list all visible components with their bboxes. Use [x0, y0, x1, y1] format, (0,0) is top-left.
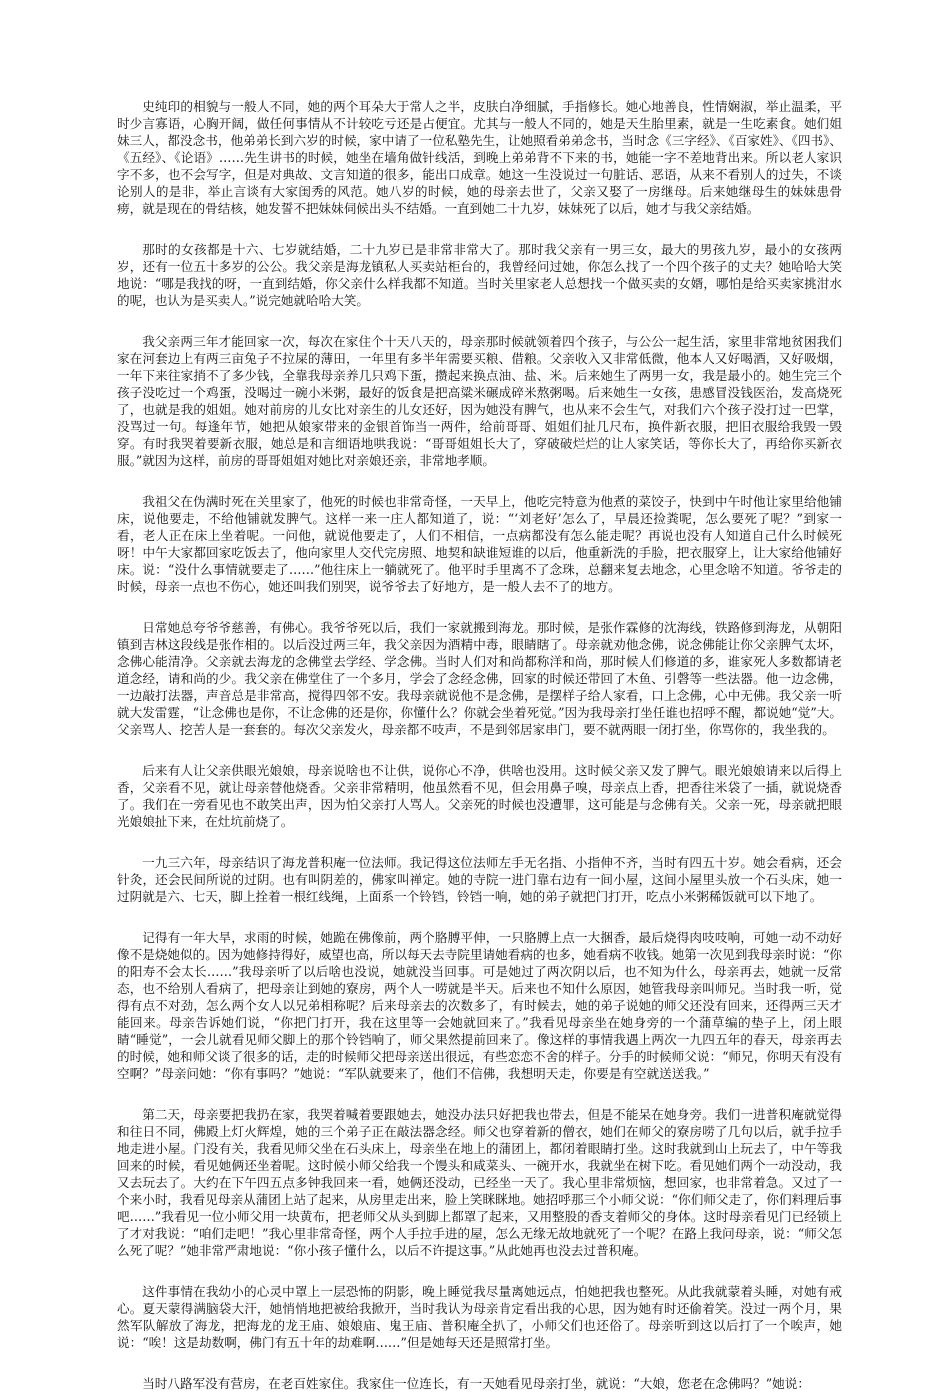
- paragraph-5: 日常她总夸爷爷慈善，有佛心。我爷爷死以后，我们一家就搬到海龙。那时候，是张作霖修的沈海线，铁路修到海龙，从朝阳镇到吉林这段线是张作相的。以后没过两三年，我父亲因为酒精中毒，眼睛瞎了。母亲就劝他念佛，说念佛能让你父亲脾气太坏，念佛心能清净。父亲就去海龙的念佛堂去学经、学念佛。当时人们对和尚都称洋和尚，那时候人们修道的多，谁家死人多数都请老道念经，请和尚的少。我父亲在佛堂住了一个多月，学会了念经念佛，回家的时候还带回了木鱼、引磬等一些法器。他一边念佛，一边敲打法器，声音总是非常高，搅得四邻不安。我母亲就说他不是念佛，是摆样子给人家看，口上念佛，心中无佛。我父亲一听就大发雷霆，“让念佛也是你，不让念佛的还是你，你懂什么？你就会坐着死觉。”因为我母亲打坐任谁也招呼不醒，都说她“觉”大。父亲骂人、挖苦人是一套套的。每次父亲发火，母亲都不吱声，不是到邻居家串门，要不就两眼一闭打坐，你骂你的，我坐我的。: [117, 620, 842, 737]
- paragraph-1: 史纯印的相貌与一般人不同，她的两个耳朵大于常人之半，皮肤白净细腻，手指修长。她心地善良，性情娴淑，举止温柔，平时少言寡语，心胸开阔，做任何事情从不计较吃亏还是占便宜。尤其与一般人不同的，她是天生胎里素，就是一生吃素食。她们姐妹三人，都没念书，他弟弟长到六岁的时候，家中请了一位私塾先生，让她照看弟弟念书，当时念《三字经》、《百家姓》、《四书》、《五经》、《论语》……先生讲书的时候，她坐在墙角做针线活，到晚上弟弟背不下来的书，她能一字不差地背出来。所以老人家识字不多，也不会写字，但是对典故、文言知道的很多，能出口成章。她这一生没说过一句脏话、恶语，从来不看别人的过失，不谈论别人的是非，举止言谈有大家闺秀的风范。她八岁的时候，她的母亲去世了，父亲又娶了一房继母。后来她继母生的妹妹患骨痨，就是现在的骨结核，她发誓不把妹妹伺候出头不结婚。一直到她二十九岁，妹妹死了以后，她才与我父亲结婚。: [117, 99, 842, 216]
- paragraph-6: 后来有人让父亲供眼光娘娘，母亲说啥也不让供，说你心不净，供啥也没用。这时候父亲又发了脾气。眼光娘娘请来以后得上香，父亲看不见，就让母亲替他烧香。父亲非常精明，他虽然看不见，但会用鼻子嗅，母亲点上香，把香往米袋了一插，就说烧香了。我们在一旁看见也不敢笑出声，因为怕父亲打人骂人。父亲死的时候也没遭罪，这可能是与念佛有关。父亲一死，母亲就把眼光娘娘扯下来，在灶坑前烧了。: [117, 763, 842, 829]
- paragraph-9: 第二天，母亲要把我扔在家，我哭着喊着要跟她去，她没办法只好把我也带去，但是不能呆在她身旁。我们一进普积庵就觉得和往日不同，佛殿上灯火辉煌，她的三个弟子正在敲法器念经。师父也穿着新的僧衣，她们在师父的寮房唠了几句以后，就手拉手地走进小屋。门没有关，我看见师父坐在石头床上，母亲坐在地上的蒲团上，都闭着眼睛打坐。这时我就到山上玩去了，中午等我回来的时候，看见她俩还坐着呢。这时候小师父给我一个馒头和咸菜头、一碗开水，我就坐在树下吃。看见她们两个一动没动，我又去玩去了。大约在下午四五点多钟我回来一看，她俩还没动，已经坐一天了。我心里非常烦恼，想回家，也非常着急。又过了一个来小时，我看见母亲从蒲团上站了起来，从房里走出来，脸上笑眯眯地。她招呼那三个小师父说：“你们师父走了，你们料理后事吧……”我看见一位小师父用一块黄布，把老师父从头到脚上都罩了起来，又用整股的香支着师父的身体。这时母亲看见门已经锁上了才对我说：“咱们走吧！”我心里非常奇怪，两个人手拉手进的屋，怎么无缘无故地就死了一个呢？在路上我问母亲，说：“师父怎么死了呢？”她非常严肃地说：“你小孩子懂什么，以后不许提这事。”从此她再也没去过普积庵。: [117, 1107, 842, 1258]
- paragraph-4: 我祖父在伪满时死在关里家了，他死的时候也非常奇怪，一天早上，他吃完特意为他煮的菜饺子，快到中午时他让家里给他铺床，说他要走，不给他铺就发脾气。这样一来一庄人都知道了，说：“‘刘老好’怎么了，早晨还捡粪呢，怎么要死了呢？”到家一看，老人正在床上坐着呢。一问他，就说他要走了，人们不相信，一点病都没有怎么能走呢？再说也没有人知道自己什么时候死呀！中午大家都回家吃饭去了，他向家里人交代完房照、地契和缺谁短谁的以后，他重新洗的手脸，把衣服穿上，让大家给他铺好床。说：“没什么事情就要走了……”他往床上一躺就死了。他平时手里离不了念珠，总翻来复去地念，心里念啥不知道。爷爷走的时候，母亲一点也不伤心，她还叫我们别哭，说爷爷去了好地方，是一般人去不了的地方。: [117, 494, 842, 594]
- paragraph-11: 当时八路军没有营房，在老百姓家住。我家住一位连长，有一天她看见母亲打坐，就说：“大娘，您老在念佛吗？”她说：: [142, 1376, 810, 1391]
- paragraph-7: 一九三六年，母亲结识了海龙普积庵一位法师。我记得这位法师左手无名指、小指伸不齐，当时有四五十岁。她会看病，还会针灸，还会民间所说的过阴。也有叫阴差的，佛家叫禅定。她的寺院一进门靠右边有一间小屋，这间小屋里头放一个石头床，她一过阴就是六、七天，脚上拴着一根红线绳，上面系一个铃铛，铃铛一响，她的弟子就把门打开，吃点小米粥稀饭就可以下地了。: [117, 855, 842, 904]
- paragraph-3: 我父亲两三年才能回家一次，每次在家住个十天八天的，母亲那时候就领着四个孩子，与公公一起生活，家里非常地贫困我们家在河套边上有两三亩兔子不拉屎的薄田，一年里有多半年需要买粮、借粮。父亲收入又非常低微，他本人又好喝酒，又好吸烟，一年下来往家捎不了多少钱，全靠我母亲养几只鸡下蛋，攒起来换点油、盐、米。后来她生了两男一女，我是最小的。她生完三个孩子没吃过一个鸡蛋，没喝过一碗小米粥，最好的饭食是把高粱米碾成碎米熬粥喝。后来她生一女孩，患感冒没钱医治，发高烧死了，也就是我的姐姐。她对前房的儿女比对亲生的儿女还好，因为她没有脾气，也从来不会生气，对我们六个孩子没打过一巴掌，没骂过一句。每逢年节，她把从娘家带来的金银首饰当一两件，给前哥哥、姐姐们扯几尺布，换件新衣服，把旧衣服给我毁一毁穿。有时我哭着要新衣服，她总是和言细语地哄我说：“哥哥姐姐长大了，穿破破烂烂的让人家笑话，等你长大了，再给你买新衣服。”就因为这样，前房的哥哥姐姐对她比对亲娘还亲，非常地孝顺。: [117, 334, 842, 468]
- paragraph-10: 这件事情在我幼小的心灵中罩上一层恐怖的阴影，晚上睡觉我尽量离她远点，怕她把我也整死。从此我就蒙着头睡，对她有戒心。夏天蒙得满脑袋大汗，她悄悄地把被给我掀开，当时我认为母亲肯定看出我的心思，因为她有时还偷着笑。没过一两个月，果然军队解放了海龙，把海龙的龙王庙、娘娘庙、鬼王庙、普积庵全扒了，小师父们也还俗了。母亲听到这以后打了一个唉声，她说：“唉！这是劫数啊，佛门有五十年的劫难啊……”但是她每天还是照常打坐。: [117, 1284, 842, 1350]
- paragraph-2: 那时的女孩都是十六、七岁就结婚，二十九岁已是非常非常大了。那时我父亲有一男三女，最大的男孩九岁，最小的女孩两岁，还有一位五十多岁的公公。我父亲是海龙镇私人买卖站柜台的，我曾经问过她，你怎么找了一个四个孩子的丈夫？她哈哈大笑地说：“哪是我找的呀，一直到结婚，你父亲什么样我都不知道。当时关里家老人总想找一个做买卖的女婿，哪怕是给买卖家挑泔水的呢，也认为是买卖人。”说完她就哈哈大笑。: [117, 242, 842, 308]
- paragraph-8: 记得有一年大旱，求雨的时候，她跪在佛像前，两个胳膊平伸，一只胳膊上点一大捆香，最后烧得肉吱吱响，可她一动不动好像不是烧她似的。因为她修持得好，威望也高，所以每天去寺院里请她看病的也多，她看病不收钱。她第一次见到我母亲时说：“你的阳寿不会太长……”我母亲听了以后啥也没说，她就没当回事。可是她过了两次阴以后，也不知为什么，母亲再去，她就一反常态，也不给别人看病了，把母亲让到她的寮房，两个人一唠就是半天。后来也不知什么原因，她管我母亲叫师兄。当时我一听，觉得有点不对劲，怎么两个女人以兄弟相称呢？后来母亲去的次数多了，有时候去，她的弟子说她的师父还没有回来，还得两三天才能回来。母亲告诉她们说，“你把门打开，我在这里等一会她就回来了。”我看见母亲坐在她身旁的一个蒲草编的垫子上，闭上眼睛“睡觉”，一会儿就看见师父脚上的那个铃铛响了，师父果然提前回来了。像这样的事情我遇上两次一九四五年的春天，母亲再去的时候，她和师父谈了很多的话，走的时候师父把母亲送出很远，有些恋恋不舍的样子。分手的时候师父说：“师兄，你明天有没有空啊？”母亲问她：“你有事吗？”她说：“军队就要来了，他们不信佛，我想明天走，你要是有空就送送我。”: [117, 930, 842, 1081]
